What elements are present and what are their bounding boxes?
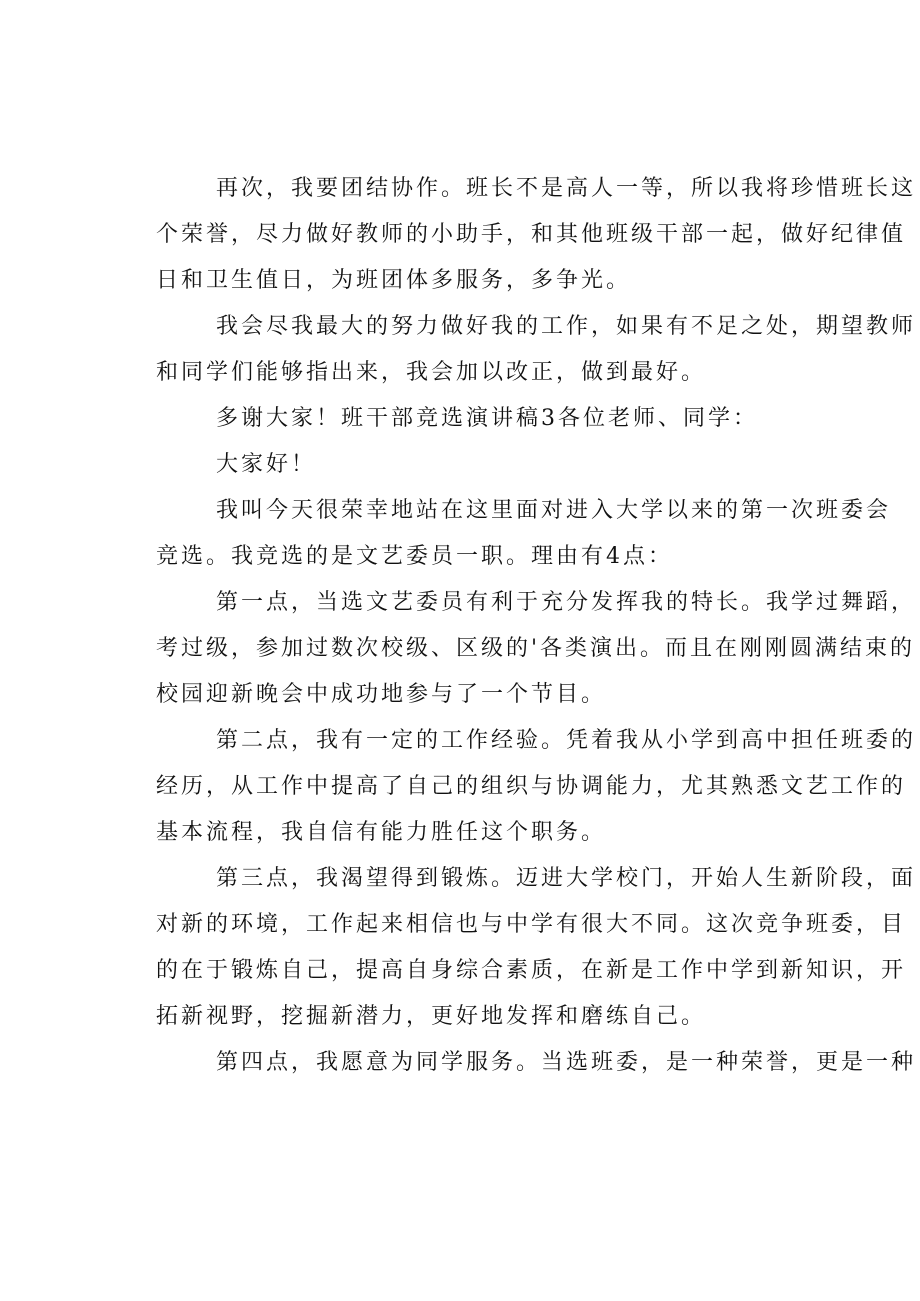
paragraph-point-four [112, 1040, 917, 1086]
text-line: 日和卫生值日，为班团体多服务，多争光。 [156, 268, 632, 293]
paragraph-greeting [112, 442, 824, 488]
text-line: 第四点，我愿意为同学服务。当选班委，是一种荣誉，更是一种 [216, 1050, 917, 1075]
text-line: 和同学们能够指出来，我会加以改正，做到最好。 [156, 360, 707, 385]
text-line: 校园迎新晚会中成功地参与了一个节目。 [156, 682, 607, 707]
text-line: 再次，我要团结协作。班长不是高人一等，所以我将珍惜班长这 [216, 176, 917, 201]
document-body [112, 166, 917, 1086]
paragraph-thanks-heading [112, 396, 824, 442]
text-line: 第二点，我有一定的工作经验。凭着我从小学到高中担任班委的 [216, 728, 917, 753]
text-line: 考过级，参加过数次校级、区级的'各类演出。而且在刚刚圆满结束的 [156, 636, 916, 661]
text-line: 竞选。我竞选的是文艺委员一职。理由有4点： [156, 544, 673, 569]
paragraph-effort [112, 304, 917, 396]
paragraph-point-three [112, 856, 917, 1040]
paragraph-point-two [112, 718, 917, 856]
paragraph-intro [112, 488, 892, 580]
text-line: 的在于锻炼自己，提高自身综合素质，在新是工作中学到新知识，开 [156, 958, 907, 983]
text-line: 经历，从工作中提高了自己的组织与协调能力，尤其熟悉文艺工作的 [156, 774, 907, 799]
text-line: 我会尽我最大的努力做好我的工作，如果有不足之处，期望教师 [216, 314, 917, 339]
text-line: 基本流程，我自信有能力胜任这个职务。 [156, 820, 607, 845]
text-line: 第三点，我渴望得到锻炼。迈进大学校门，开始人生新阶段，面 [216, 866, 917, 891]
text-line: 个荣誉，尽力做好教师的小助手，和其他班级干部一起，做好纪律值 [156, 222, 907, 247]
text-line: 多谢大家！班干部竞选演讲稿3各位老师、同学： [216, 406, 758, 431]
text-line: 拓新视野，挖掘新潜力，更好地发挥和磨练自己。 [156, 1004, 707, 1029]
text-line: 我叫今天很荣幸地站在这里面对进入大学以来的第一次班委会 [216, 498, 892, 523]
text-line: 对新的环境，工作起来相信也与中学有很大不同。这次竞争班委，目 [156, 912, 907, 937]
paragraph-point-one [112, 580, 917, 718]
paragraph-teamwork [112, 166, 917, 304]
text-line: 第一点，当选文艺委员有利于充分发挥我的特长。我学过舞蹈， [216, 590, 917, 615]
text-line: 大家好！ [216, 452, 317, 477]
